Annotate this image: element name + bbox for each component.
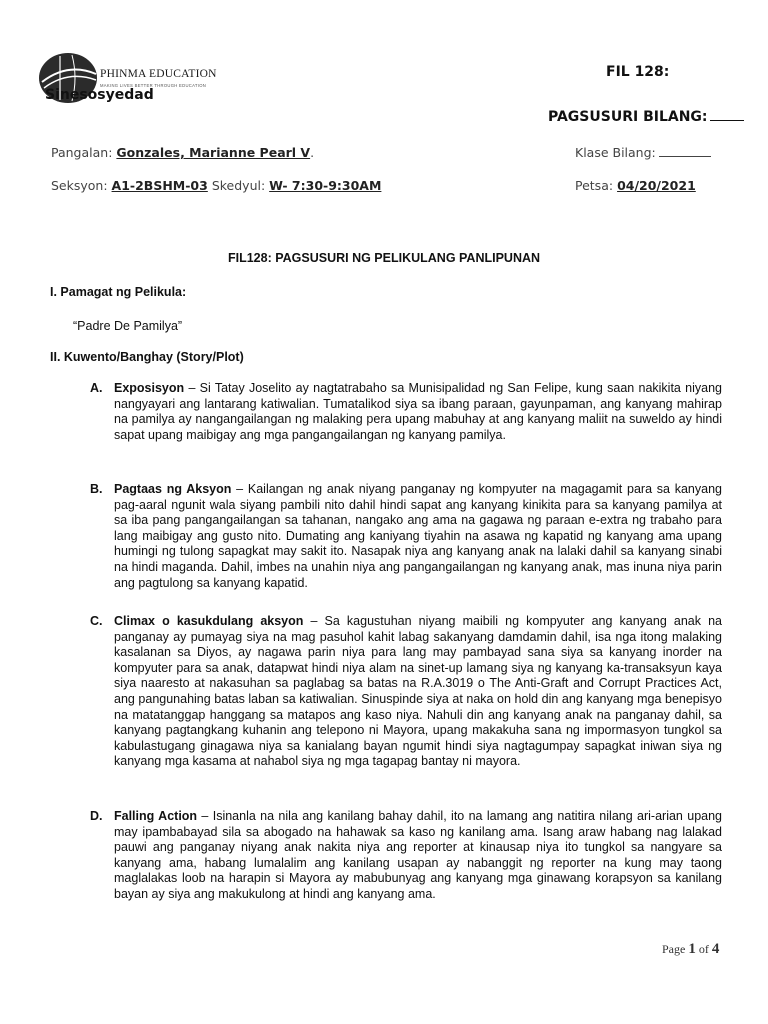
- page-number: [662, 941, 719, 958]
- plot-item-falling-action: [90, 809, 722, 903]
- date-value: 04/20/2021: [617, 178, 696, 193]
- plot-item-climax: [90, 614, 722, 770]
- item-text: – Si Tatay Joselito ay nagtatrabaho sa Munisipalidad ng San Felipe, kung saan nakikita niyang nangyayari ang lantarang katiwalian. Tumatalikod siya sa ibang paraan, gayunpaman, ang kanyang mahirap na pamilya ay nangangailangan ng malaking pera upang mabuhay at ang kanyang maliit na suweldo ay hindi sapat upang maibigay ang mga pangangailangan ng kanyang pamilya.: [114, 381, 722, 442]
- phinma-logo: [38, 52, 218, 104]
- plot-item-exposition: [90, 381, 722, 443]
- name-label: Pangalan:: [51, 145, 113, 160]
- item-text: – Kailangan ng anak niyang panganay ng kompyuter na magagamit para sa kanyang pag-aaral ngunit wala siyang pambili nito dahil hindi sapat ang kanyang kinikita para sa kanyang pamilya at sa iba pang pangangailangan sa tahanan, nangako ang ama na gagawa ng paraan e-extra ng trabaho para lang maibigay ang gusto nito. Dumating ang kaniyang tiyahin na asawa ng kapatid ng kanyang ama upang humingi ng tulong sapagkat may sakit ito. Nasapak niya ang kanyang anak na lalaki dahil sa kanyang sinabi na hindi maganda. Dahil, imbes na unahin niya ang pangangailangan ng kanyang anak, mas inuna niya parin ang pagtulong sa kanyang kapatid.: [114, 482, 722, 590]
- class-number-row: [575, 145, 711, 160]
- item-letter: A.: [90, 381, 103, 395]
- item-body: [114, 614, 722, 770]
- subject-word: Sinesosyedad: [45, 87, 154, 103]
- page-word: Page: [662, 942, 686, 956]
- section-2-heading: II. Kuwento/Banghay (Story/Plot): [50, 350, 244, 364]
- class-number-label: Klase Bilang:: [575, 145, 656, 160]
- item-text: – Isinanla na nila ang kanilang bahay dahil, ito na lamang ang natitira nilang ari-arian upang may ipambabayad sila sa abogado na hahawak sa kaso ng kanilang ama. Isang araw habang nag lalakad pauwi ang panganay niyang anak nakita niya ang reporter at kinausap niya ito tungkol sa nangyare sa kanyang ama, habang lumalalim ang kanilang usapan ay nabanggit ng reporter na kung may taong maglalakas loob na harapin si Mayora ay mabubunyag ang kanyang mga ginawang korapsyon sa kanilang bayan ay siya ang makukulong at hindi ang kanyang ama.: [114, 809, 722, 901]
- item-letter: B.: [90, 482, 103, 496]
- date-row: [575, 178, 696, 193]
- name-value: Gonzales, Marianne Pearl V: [116, 145, 311, 160]
- item-body: [114, 809, 722, 903]
- exam-number: [548, 108, 744, 125]
- exam-label: PAGSUSURI BILANG:: [548, 109, 708, 125]
- document-title: FIL128: PAGSUSURI NG PELIKULANG PANLIPUNAN: [227, 251, 541, 265]
- movie-title: “Padre De Pamilya”: [73, 319, 183, 333]
- item-term: Exposisyon: [114, 381, 185, 395]
- item-text: – Sa kagustuhan niyang maibili ng kompyuter ang kanyang anak na panganay ay pumayag siya na mag pasuhol kahit labag sakanyang damdamin dahil, isa nga itong malaking kasalanan sa Diyos, ay nagawa parin niya para lang may pambayad sana siya sa kanyang inorder na kompyuter para sa anak, datapwat hindi niya alam na sinet-up lamang siya ng kanyang ka-transaksyun kaya siya naaresto at nakasuhan sa paglabag sa batas na R.A.3019 o The Anti-Graft and Corrupt Practices Act, ang pangunahing batas laban sa katiwalian. Sinuspinde siya at naka on hold din ang kanyang mga benepisyo na matatanggap hanggang sa matapos ang kaso niya. Nahuli din ang kanyang anak na panganay dahil, sa kanyang pagtangkang kuhanin ang telepono ni Mayora, upang makakuha sana ng impormasyon tungkol sa kabulastugang ginagawa niya sa kanialang bayan ngumit hindi siya nagtagumpay sapagkat iniwan siya ng kanyang mga kasama at nahabol siya ng mga tagapag bantay ni mayora.: [114, 614, 722, 769]
- class-number-blank: [659, 145, 711, 157]
- section-value: A1-2BSHM-03: [111, 178, 208, 193]
- exam-number-blank: [710, 108, 744, 121]
- schedule-label: Skedyul:: [211, 178, 266, 193]
- plot-item-rising-action: [90, 482, 722, 591]
- logo-tagline: MAKING LIVES BETTER THROUGH EDUCATION: [100, 83, 207, 88]
- of-word: of: [698, 942, 709, 956]
- item-letter: C.: [90, 614, 103, 628]
- page-total: 4: [711, 941, 720, 957]
- date-label: Petsa:: [575, 178, 614, 193]
- section-row: [51, 178, 381, 193]
- section-label: Seksyon:: [51, 178, 108, 193]
- item-body: [114, 482, 722, 591]
- item-term: Climax o kasukdulang aksyon: [114, 614, 304, 628]
- logo-name: PHINMA EDUCATION: [100, 68, 217, 80]
- section-1-heading: I. Pamagat ng Pelikula:: [50, 285, 187, 299]
- name-row: Pangalan: Gonzales, Marianne Pearl V.: [51, 145, 315, 160]
- page-current: 1: [688, 941, 696, 957]
- item-term: Falling Action: [114, 809, 198, 823]
- schedule-value: W- 7:30-9:30AM: [269, 178, 382, 193]
- item-term: Pagtaas ng Aksyon: [114, 482, 232, 496]
- course-code: FIL 128:: [606, 64, 670, 80]
- item-letter: D.: [90, 809, 103, 823]
- item-body: [114, 381, 722, 443]
